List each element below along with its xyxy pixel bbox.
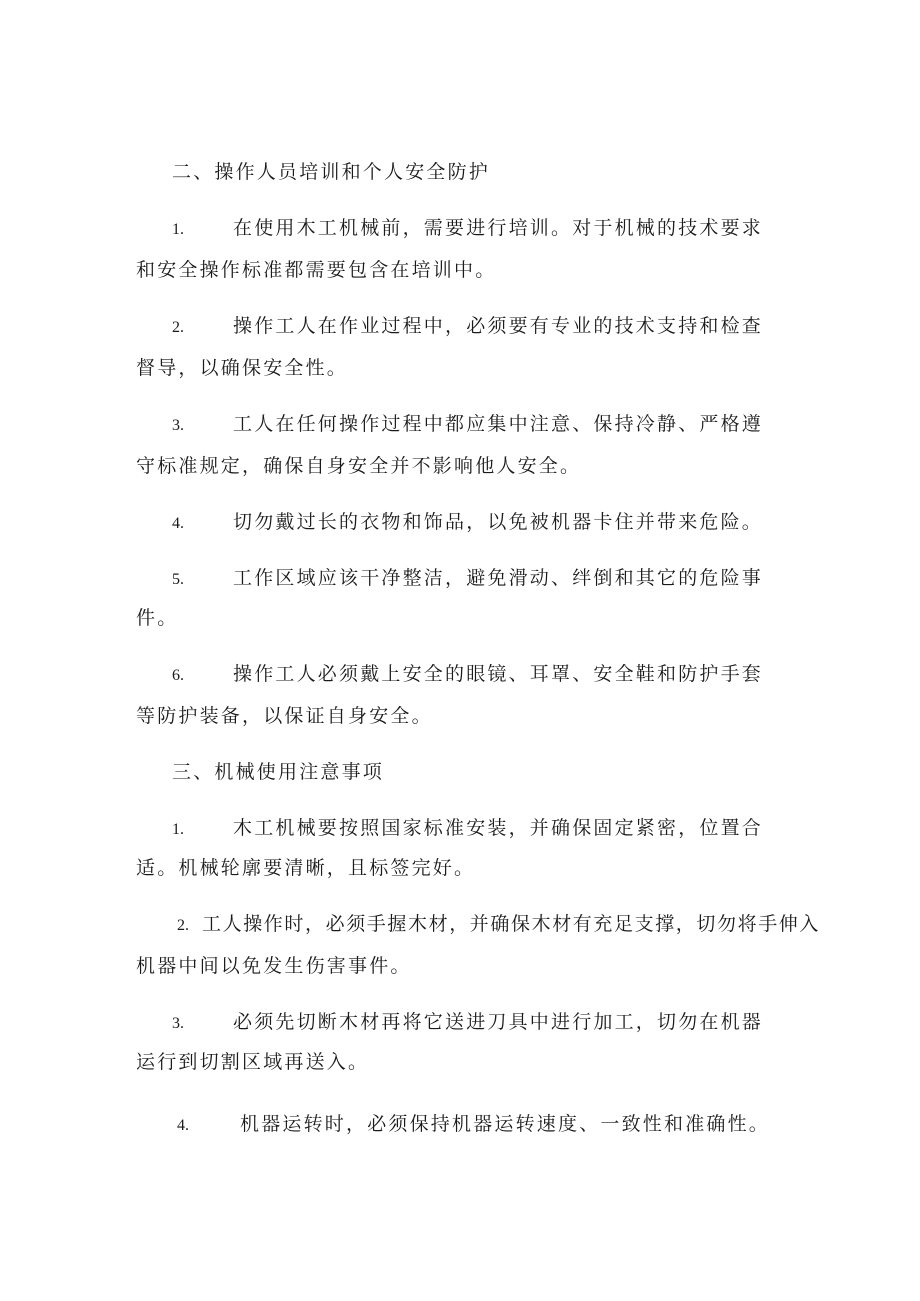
item-text-continued: 守标准规定，确保自身安全并不影响他人安全。: [136, 455, 582, 477]
item-text: 在使用木工机械前，需要进行培训。对于机械的技术要求: [233, 217, 764, 239]
item-text-continued: 和安全操作标准都需要包含在培训中。: [136, 259, 497, 281]
item-text-continued: 等防护装备，以保证自身安全。: [136, 705, 433, 727]
item-text-continued: 适。机械轮廓要清晰，且标签完好。: [136, 857, 476, 879]
item-text: 必须先切断木材再将它送进刀具中进行加工，切勿在机器: [233, 1011, 764, 1033]
item-number: 3.: [172, 417, 184, 434]
item-text-continued: 运行到切割区域再送入。: [136, 1051, 370, 1073]
item-number: 5.: [172, 571, 184, 588]
item-text: 工作区域应该干净整洁，避免滑动、绊倒和其它的危险事: [233, 567, 764, 589]
item-text: 操作工人必须戴上安全的眼镜、耳罩、安全鞋和防护手套: [233, 663, 764, 685]
item-number: 3.: [172, 1015, 184, 1032]
item-text-continued: 机器中间以免发生伤害事件。: [136, 955, 412, 977]
item-text: 切勿戴过长的衣物和饰品，以免被机器卡住并带来危险。: [233, 511, 764, 533]
item-text: 工人在任何操作过程中都应集中注意、保持冷静、严格遵: [233, 413, 764, 435]
item-text-continued: 件。: [136, 607, 179, 629]
item-number: 4.: [172, 515, 184, 532]
section-heading: 二、操作人员培训和个人安全防护: [172, 161, 491, 183]
item-number: 1.: [172, 821, 184, 838]
item-number: 6.: [172, 667, 184, 684]
item-text: 操作工人在作业过程中，必须要有专业的技术支持和检查: [233, 315, 764, 337]
item-text: 木工机械要按照国家标准安装，并确保固定紧密，位置合: [233, 817, 764, 839]
item-text: 机器运转时，必须保持机器运转速度、一致性和准确性。: [240, 1113, 771, 1135]
item-number: 1.: [172, 221, 184, 238]
item-number: 2.: [177, 917, 189, 934]
item-number: 2.: [172, 319, 184, 336]
item-text-continued: 督导，以确保安全性。: [136, 357, 349, 379]
item-number: 4.: [177, 1117, 189, 1134]
section-heading: 三、机械使用注意事项: [172, 761, 385, 783]
item-text: 工人操作时，必须手握木材，并确保木材有充足支撑，切勿将手伸入: [202, 913, 821, 935]
